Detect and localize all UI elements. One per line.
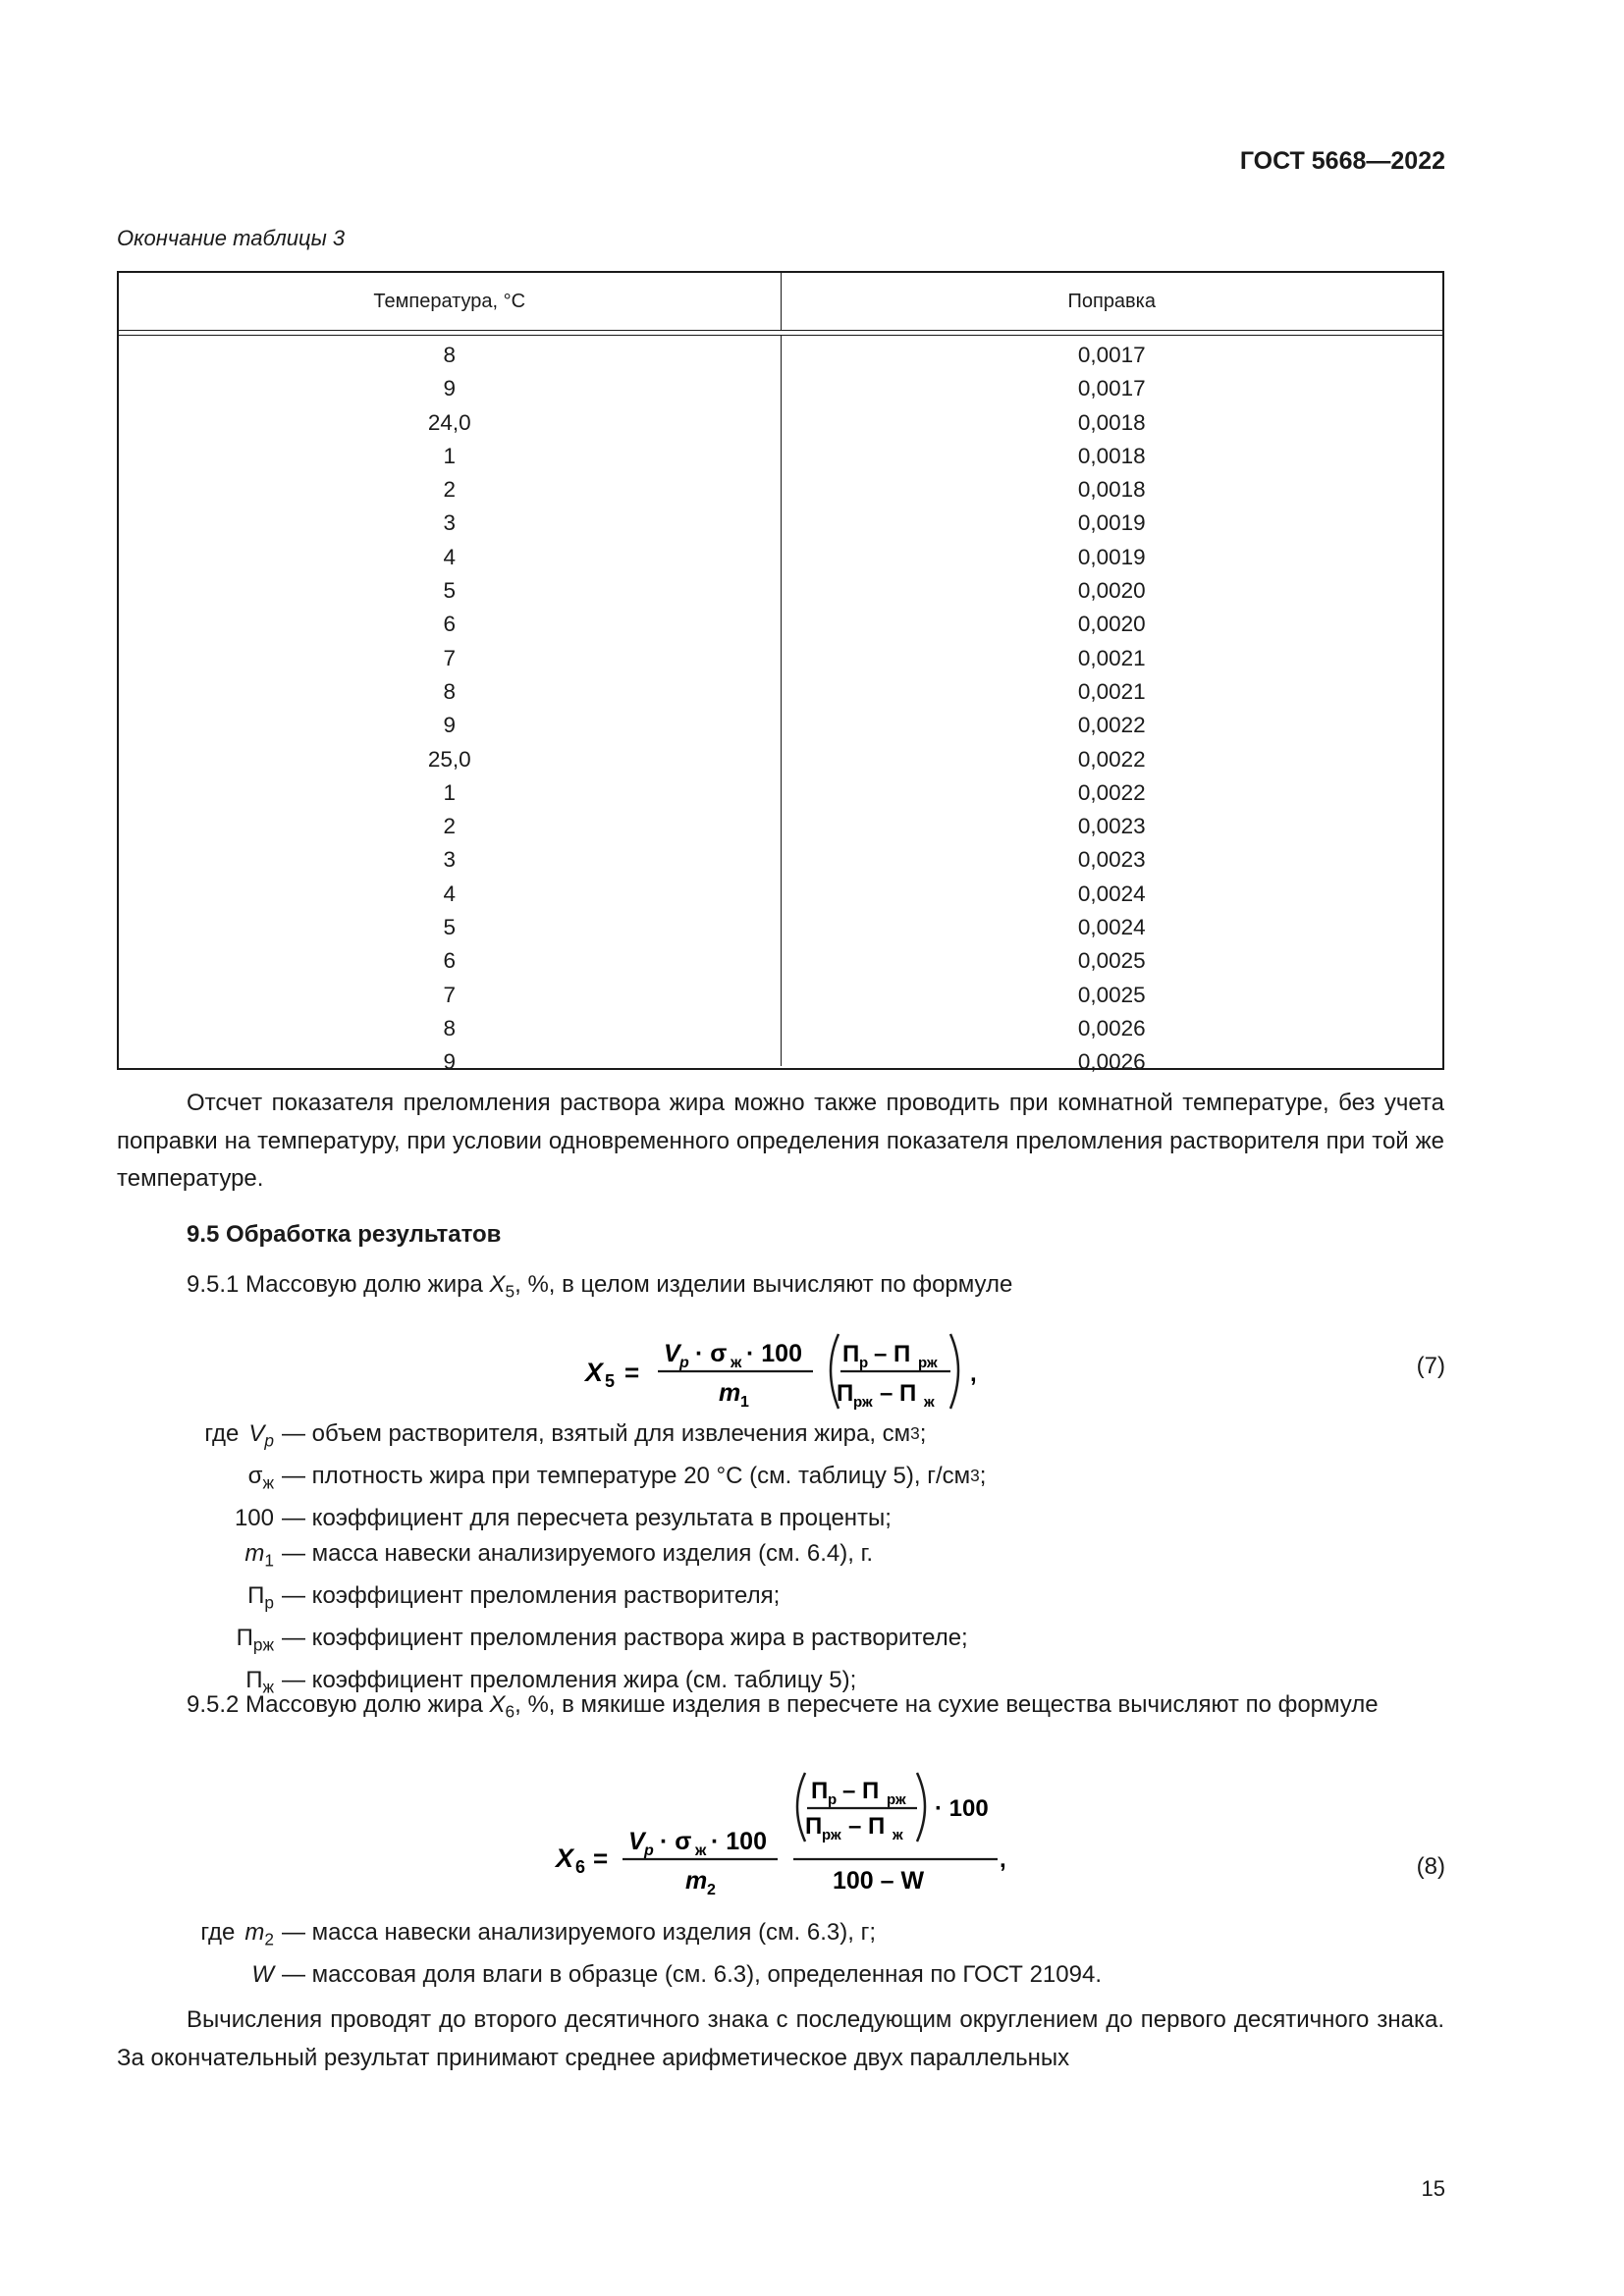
- formula7-hundred: · 100: [746, 1340, 802, 1367]
- formula8-frac2-den-a: П: [805, 1813, 823, 1840]
- formula8-frac2-num-minus: – П: [842, 1778, 880, 1804]
- formula7-lhs-sub: 5: [605, 1371, 616, 1391]
- definition-symbol: [117, 1578, 282, 1621]
- formula8-numerator-v: V: [628, 1828, 645, 1855]
- definition-row: [117, 1536, 986, 1578]
- p952-text-before: 9.5.2 Массовую долю жира: [187, 1691, 490, 1718]
- definition-text: — объем растворителя, взятый для извлечения жира, см: [282, 1420, 911, 1447]
- temperature-cell: 6: [443, 612, 456, 637]
- paragraph-9-5-2: [117, 1686, 1444, 1731]
- formula8-denominator-m: m: [685, 1867, 708, 1895]
- temperature-cell: 4: [443, 544, 456, 569]
- correction-cell: 0,0018: [1077, 477, 1146, 503]
- definition-symbol: [117, 1621, 282, 1663]
- formula8-right-paren: [917, 1773, 925, 1842]
- formula8-big-denominator: 100 – W: [833, 1867, 925, 1895]
- definition-symbol-main: П: [245, 1666, 263, 1693]
- x5-symbol: X: [489, 1271, 506, 1298]
- definition-row: [117, 1915, 1102, 1957]
- column-header-correction: Поправка: [1067, 290, 1156, 312]
- temperature-cell: 9: [443, 376, 456, 401]
- definition-tail: ;: [979, 1463, 987, 1490]
- correction-cell: 0,0025: [1077, 948, 1146, 974]
- definition-text: — коэффициент преломления раствора жира в растворителе;: [282, 1624, 968, 1651]
- definition-symbol: [117, 1957, 282, 1993]
- definition-symbol: [117, 1536, 282, 1578]
- definition-symbol-main: V: [248, 1420, 265, 1447]
- section-heading: 9.5 Обработка результатов: [187, 1221, 502, 1248]
- definition-text: — коэффициент преломления жира (см. таблицу 5);: [282, 1666, 857, 1693]
- formula8-frac2-den-b-sub: ж: [893, 1827, 903, 1843]
- temperature-cell: 2: [443, 814, 456, 839]
- temperature-cell: 3: [443, 510, 456, 536]
- formula7-right-paren: [950, 1334, 958, 1409]
- definition-symbol-sub: ж: [262, 1677, 274, 1697]
- formula7-comma: ,: [970, 1361, 977, 1387]
- table-body: [119, 336, 1442, 1075]
- correction-cell: 0,0017: [1077, 343, 1146, 367]
- definition-row: [117, 1957, 1102, 1993]
- table-header: [119, 273, 1442, 331]
- formula7-frac2-den-minus: – П: [880, 1380, 917, 1407]
- correction-cell: 0,0018: [1077, 409, 1146, 435]
- correction-cell: 0,0022: [1077, 713, 1146, 738]
- formula8-lhs: X: [556, 1843, 574, 1873]
- formula8-sigma: · σ: [660, 1828, 692, 1855]
- formula-7: [579, 1320, 992, 1418]
- definition-symbol-sub: р: [264, 1592, 274, 1613]
- paragraph-room-temperature: [117, 1085, 1444, 1199]
- formula7-frac2-den-a-sub: рж: [853, 1394, 873, 1411]
- temperature-column: [119, 336, 782, 1075]
- definition-symbol: [117, 1501, 282, 1536]
- correction-cell: 0,0018: [1077, 443, 1146, 468]
- formula7-frac2-num-minus: – П: [874, 1341, 911, 1367]
- correction-column: [782, 336, 1443, 1075]
- correction-cell: 0,0022: [1077, 746, 1146, 772]
- x6-symbol: X: [489, 1691, 506, 1718]
- correction-cell: 0,0026: [1077, 1015, 1146, 1041]
- definition-symbol-main: m: [244, 1539, 265, 1567]
- definition-symbol-main: m: [244, 1919, 265, 1946]
- formula7-denominator-sub: 1: [740, 1394, 749, 1411]
- definition-row: [117, 1621, 986, 1663]
- definition-symbol: [117, 1915, 282, 1957]
- x6-subscript: 6: [505, 1701, 515, 1722]
- correction-table: [117, 271, 1444, 1075]
- definition-symbol-main: W: [251, 1961, 274, 1989]
- temperature-cell: 7: [443, 982, 456, 1007]
- correction-cell: 0,0021: [1077, 678, 1146, 704]
- definition-text: — коэффициент для пересчета результата в проценты;: [282, 1505, 892, 1532]
- formula8-lhs-sub: 6: [575, 1857, 586, 1877]
- formula7-equals: =: [624, 1358, 640, 1387]
- p951-text-after: , %, в целом изделии вычисляют по формуле: [514, 1271, 1013, 1298]
- temperature-cell: 25,0: [427, 746, 471, 772]
- correction-cell: 0,0024: [1077, 915, 1146, 940]
- formula7-frac2-den-b-sub: ж: [924, 1394, 935, 1411]
- formula7-sigma-sub: ж: [731, 1355, 742, 1371]
- correction-cell: 0,0024: [1077, 881, 1146, 906]
- formula7-sigma: · σ: [695, 1340, 728, 1367]
- temperature-cell: 5: [443, 578, 456, 604]
- formula8-numerator-v-sub: p: [644, 1842, 654, 1859]
- definition-row: [117, 1578, 986, 1621]
- formula8-frac2-num-b-sub: рж: [887, 1791, 906, 1808]
- formula7-lhs: X: [585, 1358, 604, 1387]
- where-label: где: [200, 1919, 236, 1946]
- formula-7-number: (7): [1416, 1353, 1445, 1379]
- definition-symbol-sub: ж: [262, 1472, 274, 1493]
- paragraph-calculation-text: Вычисления проводят до второго десятичного знака с последующим округлением до первого десятичного знака. За окончательный результат принимают среднее арифметическое двух параллельных: [117, 2006, 1444, 2071]
- document-code: ГОСТ 5668—2022: [1239, 147, 1445, 175]
- temperature-cell: 6: [443, 948, 456, 974]
- paragraph-room-temperature-text: Отсчет показателя преломления раствора жира можно также проводить при комнатной температуре, без учета поправки на температуру, при условии одновременного определения показателя преломления растворителя при той же температуре.: [117, 1090, 1444, 1192]
- paragraph-calculation: [117, 2002, 1444, 2077]
- x5-subscript: 5: [505, 1281, 515, 1302]
- correction-cell: 0,0020: [1077, 578, 1146, 604]
- correction-cell: 0,0019: [1077, 510, 1146, 536]
- temperature-cell: 4: [443, 881, 456, 906]
- formula8-denominator-sub: 2: [707, 1882, 716, 1898]
- correction-cell: 0,0023: [1077, 814, 1146, 839]
- correction-cell: 0,0025: [1077, 982, 1146, 1007]
- temperature-cell: 1: [443, 779, 456, 805]
- formula8-equals: =: [593, 1843, 609, 1873]
- correction-cell: 0,0026: [1077, 1049, 1146, 1075]
- definition-symbol-sub: 2: [264, 1929, 274, 1949]
- paragraph-9-5-1: [117, 1266, 1444, 1310]
- formula8-frac2-den-a-sub: рж: [822, 1827, 841, 1843]
- definition-text: — массовая доля влаги в образце (см. 6.3), определенная по ГОСТ 21094.: [282, 1961, 1102, 1989]
- correction-cell: 0,0023: [1077, 847, 1146, 873]
- p951-text-before: 9.5.1 Массовую долю жира: [187, 1271, 490, 1298]
- definition-symbol: [117, 1459, 282, 1501]
- correction-cell: 0,0021: [1077, 645, 1146, 670]
- page-number: 15: [1421, 2176, 1445, 2201]
- temperature-cell: 9: [443, 1049, 456, 1075]
- temperature-cell: 24,0: [427, 409, 471, 435]
- temperature-cell: 5: [443, 915, 456, 940]
- formula7-frac2-num-a: П: [842, 1341, 860, 1367]
- definition-row: [117, 1459, 986, 1501]
- formula8-frac2-den-minus: – П: [848, 1813, 886, 1840]
- definition-text: — масса навески анализируемого изделия (см. 6.3), г;: [282, 1919, 877, 1946]
- correction-cell: 0,0019: [1077, 544, 1146, 569]
- formula7-frac2-den-a: П: [837, 1380, 854, 1407]
- formula7-numerator-v-sub: p: [679, 1355, 689, 1371]
- definition-superscript: 3: [970, 1466, 980, 1486]
- formula8-frac2-num-a-sub: р: [828, 1791, 838, 1808]
- column-header-temperature: Температура, °С: [119, 273, 782, 330]
- temperature-cell: 8: [443, 678, 456, 704]
- correction-cell: 0,0022: [1077, 779, 1146, 805]
- definition-symbol-main: 100: [234, 1505, 274, 1532]
- definition-row: [117, 1501, 986, 1536]
- formula7-denominator-m: m: [719, 1379, 741, 1407]
- where-label: где: [204, 1420, 240, 1447]
- definition-symbol: [117, 1416, 282, 1459]
- temperature-cell: 8: [443, 1015, 456, 1041]
- temperature-cell: 7: [443, 645, 456, 670]
- definition-symbol-main: σ: [247, 1463, 263, 1490]
- definition-symbol-main: П: [247, 1581, 265, 1609]
- definition-text: — плотность жира при температуре 20 °С (см. таблицу 5), г/см: [282, 1463, 971, 1490]
- definition-text: — коэффициент преломления растворителя;: [282, 1581, 781, 1609]
- formula-8: [550, 1767, 1021, 1904]
- temperature-cell: 9: [443, 713, 456, 738]
- correction-cell: 0,0017: [1077, 376, 1146, 401]
- definition-symbol-main: П: [236, 1624, 253, 1651]
- formula8-frac2-num-a: П: [811, 1778, 829, 1804]
- definition-symbol-sub: рж: [252, 1634, 274, 1655]
- formula-8-definitions: [117, 1915, 1102, 1993]
- p952-text-after: , %, в мякише изделия в пересчете на сухие вещества вычисляют по формуле: [514, 1691, 1379, 1718]
- correction-cell: 0,0020: [1077, 612, 1146, 637]
- definition-text: — масса навески анализируемого изделия (см. 6.4), г.: [282, 1539, 874, 1567]
- definition-row: [117, 1416, 986, 1459]
- formula8-hundred: · 100: [711, 1828, 767, 1855]
- table-caption: Окончание таблицы 3: [117, 226, 346, 250]
- formula-8-number: (8): [1416, 1853, 1445, 1880]
- formula8-comma: ,: [1000, 1846, 1006, 1873]
- formula8-sigma-sub: ж: [695, 1842, 707, 1859]
- formula7-numerator-v: V: [664, 1340, 680, 1367]
- definition-symbol-sub: 1: [264, 1550, 274, 1571]
- formula7-frac2-num-a-sub: р: [859, 1355, 869, 1371]
- formula8-times-hundred: · 100: [935, 1795, 989, 1822]
- definition-symbol-sub: p: [264, 1430, 274, 1451]
- temperature-cell: 3: [443, 847, 456, 873]
- formula8-left-paren: [797, 1773, 805, 1842]
- temperature-cell: 1: [443, 443, 456, 468]
- formula7-frac2-num-b-sub: рж: [918, 1355, 938, 1371]
- definition-superscript: 3: [910, 1423, 920, 1443]
- temperature-cell: 8: [443, 343, 456, 367]
- temperature-cell: 2: [443, 477, 456, 503]
- formula-7-definitions: [117, 1416, 986, 1705]
- definition-tail: ;: [919, 1420, 927, 1447]
